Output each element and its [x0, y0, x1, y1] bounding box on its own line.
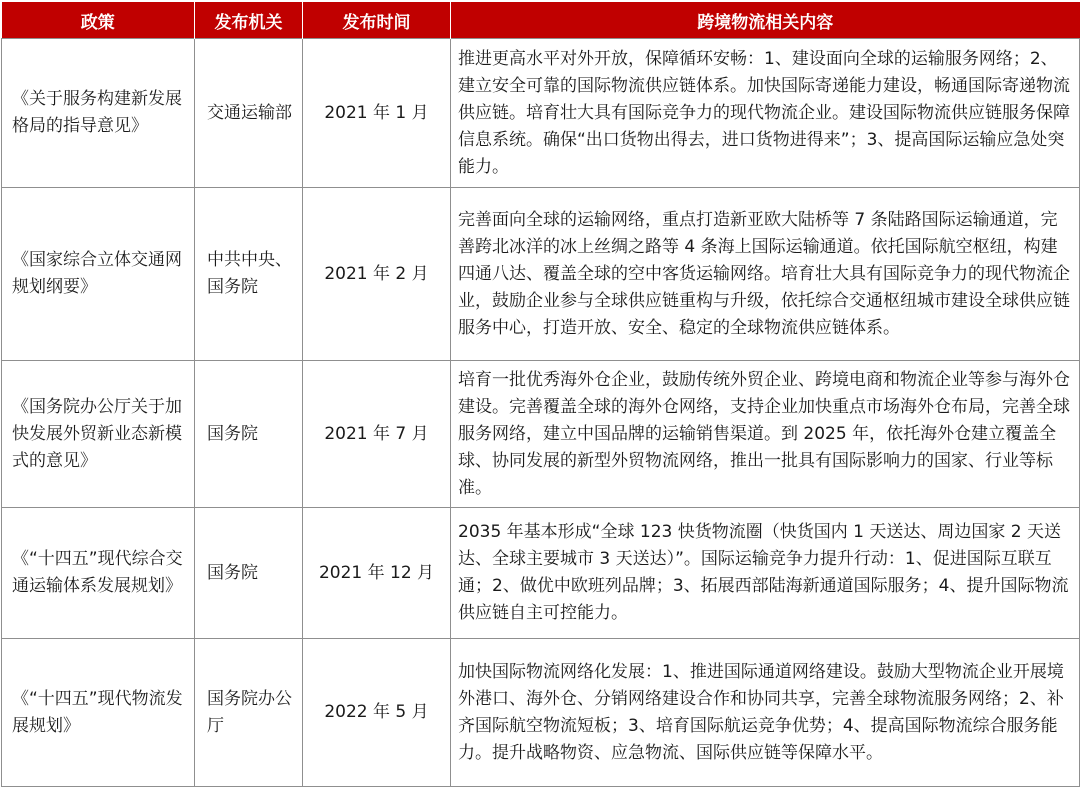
policy-name: 《关于服务构建新发展格局的指导意见》: [2, 39, 195, 188]
issuing-agency: 国务院办公厅: [195, 639, 303, 787]
issuing-agency: 国务院: [195, 361, 303, 508]
release-date: 2021 年 12 月: [303, 508, 451, 639]
issuing-agency: 国务院: [195, 508, 303, 639]
header-agency: 发布机关: [195, 2, 303, 39]
logistics-content: 推进更高水平对外开放，保障循环安畅：1、建设面向全球的运输服务网络；2、建立安全可靠的国际物流供应链体系。加快国际寄递能力建设，畅通国际寄递物流供应链。培育壮大具有国际竞争力的现代物流企业。建设国际物流供应链服务保障信息系统。确保“出口货物出得去，进口货物进得来”；3、提高国际运输应急处突能力。: [451, 39, 1080, 188]
policy-name: 《“十四五”现代物流发展规划》: [2, 639, 195, 787]
table-row: [2, 39, 1080, 188]
table-row: [2, 361, 1080, 508]
header-policy: 政策: [2, 2, 195, 39]
logistics-content: 加快国际物流网络化发展：1、推进国际通道网络建设。鼓励大型物流企业开展境外港口、海外仓、分销网络建设合作和协同共享，完善全球物流服务网络；2、补齐国际航空物流短板；3、培育国际航运竞争优势；4、提高国际物流综合服务能力。提升战略物资、应急物流、国际供应链等保障水平。: [451, 639, 1080, 787]
release-date: 2021 年 2 月: [303, 188, 451, 361]
logistics-content: 培育一批优秀海外仓企业，鼓励传统外贸企业、跨境电商和物流企业等参与海外仓建设。完善覆盖全球的海外仓网络，支持企业加快重点市场海外仓布局，完善全球服务网络，建立中国品牌的运输销售渠道。到 2025 年，依托海外仓建立覆盖全球、协同发展的新型外贸物流网络，推出一批具有国际影响力的国家、行业等标准。: [451, 361, 1080, 508]
release-date: 2022 年 5 月: [303, 639, 451, 787]
header-date: 发布时间: [303, 2, 451, 39]
table-row: [2, 639, 1080, 787]
policy-name: 《“十四五”现代综合交通运输体系发展规划》: [2, 508, 195, 639]
table-row: [2, 188, 1080, 361]
policy-table: [1, 2, 1080, 787]
policy-name: 《国务院办公厅关于加快发展外贸新业态新模式的意见》: [2, 361, 195, 508]
table-row: [2, 508, 1080, 639]
release-date: 2021 年 1 月: [303, 39, 451, 188]
table-header-row: [2, 2, 1080, 39]
release-date: 2021 年 7 月: [303, 361, 451, 508]
header-content: 跨境物流相关内容: [451, 2, 1080, 39]
policy-name: 《国家综合立体交通网规划纲要》: [2, 188, 195, 361]
issuing-agency: 中共中央、国务院: [195, 188, 303, 361]
logistics-content: 2035 年基本形成“全球 123 快货物流圈（快货国内 1 天送达、周边国家 2 天送达、全球主要城市 3 天送达）”。国际运输竞争力提升行动：1、促进国际互联互通；2、做优中欧班列品牌；3、拓展西部陆海新通道国际服务；4、提升国际物流供应链自主可控能力。: [451, 508, 1080, 639]
issuing-agency: 交通运输部: [195, 39, 303, 188]
logistics-content: 完善面向全球的运输网络，重点打造新亚欧大陆桥等 7 条陆路国际运输通道，完善跨北冰洋的冰上丝绸之路等 4 条海上国际运输通道。依托国际航空枢纽，构建四通八达、覆盖全球的空中客货运输网络。培育壮大具有国际竞争力的现代物流企业，鼓励企业参与全球供应链重构与升级，依托综合交通枢纽城市建设全球供应链服务中心，打造开放、安全、稳定的全球物流供应链体系。: [451, 188, 1080, 361]
